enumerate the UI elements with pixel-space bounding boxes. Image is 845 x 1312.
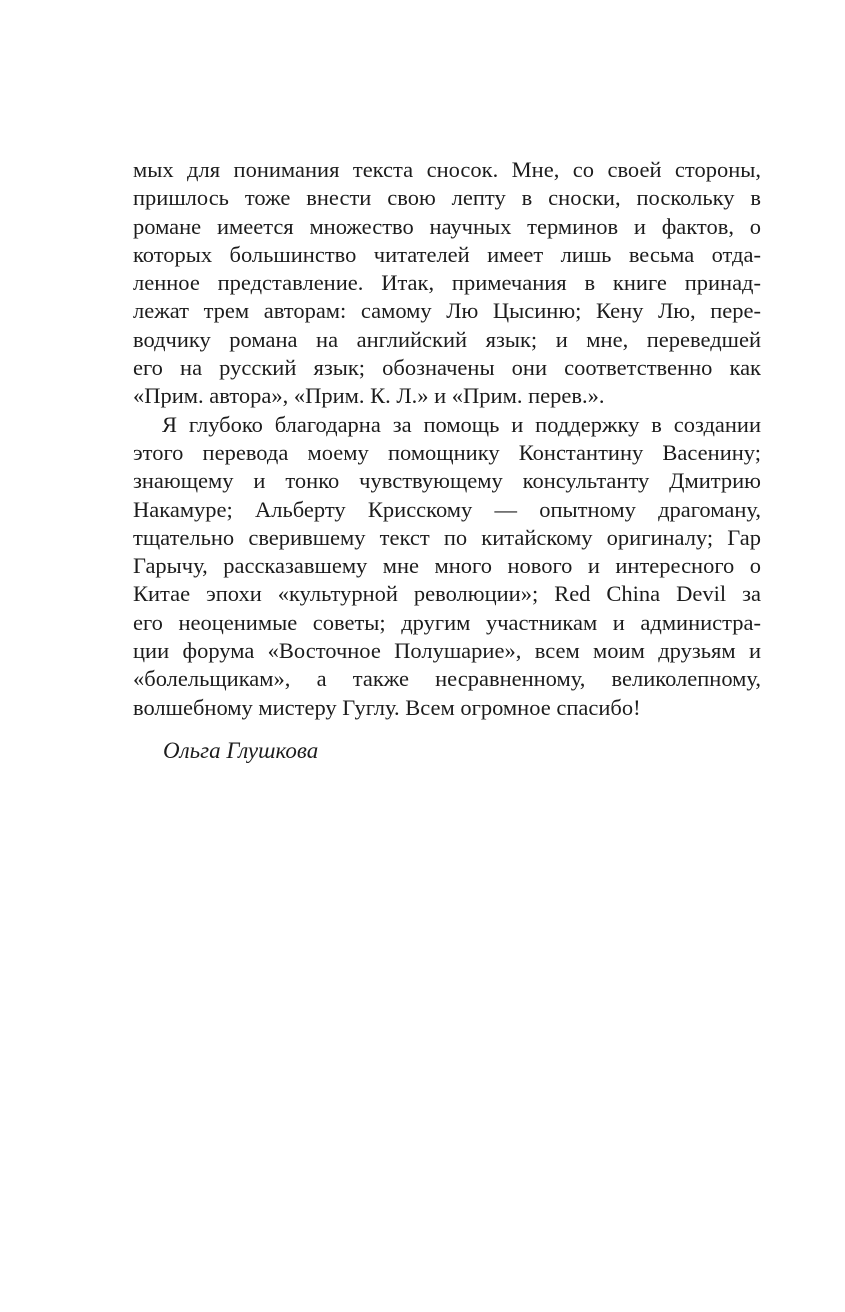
text-line: пришлось тоже внести свою лепту в сноски, поскольку в — [133, 185, 761, 211]
text-line: романе имеется множество научных терминов и фактов, о — [133, 213, 761, 239]
text-line: его неоценимые советы; другим участникам и администра- — [133, 609, 761, 635]
text-line: Я глубоко благодарна за помощь и поддержку в создании — [162, 411, 761, 437]
text-line: «Прим. автора», «Прим. К. Л.» и «Прим. перев.». — [133, 383, 605, 409]
text-line: Гарычу, рассказавшему мне много нового и интересного о — [133, 553, 761, 579]
text-line: Накамуре; Альберту Крисскому — опытному драгоману, — [133, 496, 761, 522]
text-line: мых для понимания текста сносок. Мне, со своей стороны, — [133, 157, 761, 182]
paragraph — [133, 411, 761, 722]
text-block — [133, 156, 761, 765]
paragraph — [133, 156, 761, 411]
text-line: знающему и тонко чувствующему консультанту Дмитрию — [133, 468, 761, 494]
translator-signature: Ольга Глушкова — [163, 737, 319, 763]
text-line: водчику романа на английский язык; и мне, переведшей — [133, 326, 761, 352]
text-line: тщательно сверившему текст по китайскому оригиналу; Гар — [133, 524, 761, 550]
text-line: ции форума «Восточное Полушарие», всем моим друзьям и — [133, 638, 761, 664]
text-line: ленное представление. Итак, примечания в книге принад- — [133, 270, 761, 296]
text-line: которых большинство читателей имеет лишь весьма отда- — [133, 241, 761, 267]
text-line: лежат трем авторам: самому Лю Цысиню; Кену Лю, пере- — [133, 298, 761, 324]
text-line: Китае эпохи «культурной революции»; Red China Devil за — [133, 581, 761, 607]
text-line: его на русский язык; обозначены они соответственно как — [133, 355, 761, 381]
text-line: этого перевода моему помощнику Константину Васенину; — [133, 439, 761, 465]
text-line: волшебному мистеру Гуглу. Всем огромное спасибо! — [133, 694, 641, 720]
text-line: «болельщикам», а также несравненному, великолепному, — [133, 666, 761, 692]
